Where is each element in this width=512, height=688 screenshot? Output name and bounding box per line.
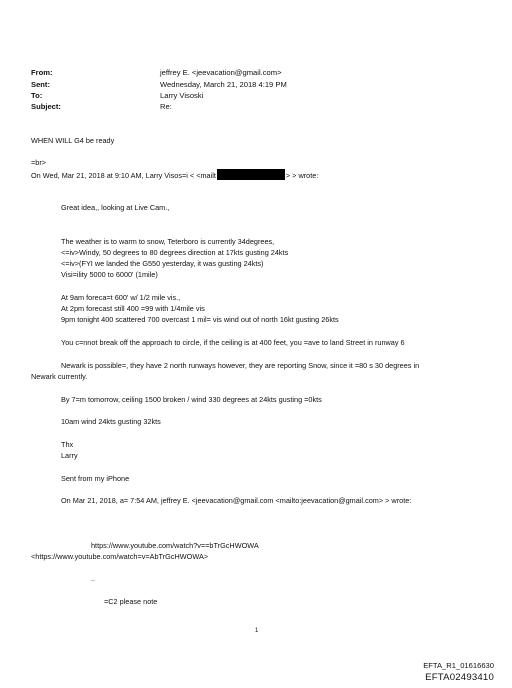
redaction-bar — [217, 169, 285, 180]
tomorrow-line: By 7=m tomorrow, ceiling 1500 broken / wind 330 degrees at 24kts gusting =0kts — [61, 395, 322, 404]
subject-label: Subject: — [31, 102, 61, 111]
to-label: To: — [31, 91, 43, 100]
forecast-line-1: At 9am foreca=t 600' w/ 1/2 mile vis., — [61, 293, 181, 302]
newark-line-1: Newark is possible=, they have 2 north runways however, they are reporting Snow, since it =80 s 30 degrees in — [61, 361, 420, 370]
url-line-2: <https://www.youtube.com/watch=v=AbTrGcHWOWA> — [31, 552, 209, 561]
weather-line-1: The weather is to warm to snow, Teterboro is currently 34degrees, — [61, 237, 275, 246]
wrote-line — [31, 169, 318, 181]
weather-line-4: Visi=ility 5000 to 6000' (1mile) — [61, 270, 158, 279]
sent-from-line: Sent from my iPhone — [61, 474, 130, 483]
newark-line-2: Newark currently. — [31, 372, 88, 381]
header-from-row — [31, 67, 491, 79]
bates-stamp-2: EFTA02493410 — [425, 672, 494, 683]
subject-value: Re: — [160, 102, 172, 111]
weather-line-3: <=iv>(FYI we landed the G550 yesterday, it was gusting 24kts) — [61, 259, 264, 268]
bates-stamp-1: EFTA_R1_01616630 — [423, 661, 494, 670]
c2-note-line: =C2 please note — [104, 597, 158, 606]
approach-line: You c=nnot break off the approach to circle, if the ceiling is at 400 feet, you =ave to land Street in runway 6 — [61, 338, 405, 347]
larry-line: Larry — [61, 451, 78, 460]
page-number: 1 — [255, 628, 259, 634]
url-line-1: https://www.youtube.com/watch?v==bTrGcHWOWA — [91, 541, 259, 550]
great-idea-line: Great idea,, looking at Live Cam., — [61, 203, 170, 212]
wind-10am-line: 10am wind 24kts gusting 32kts — [61, 417, 161, 426]
from-label: From: — [31, 68, 53, 77]
quote-header-line: On Mar 21, 2018, a= 7:54 AM, jeffrey E. <jeevacation@gmail.com <mailto:jeevacation@gmail.com> > wrote: — [61, 496, 412, 505]
to-value: Larry Visoski — [160, 91, 204, 100]
forecast-line-2: At 2pm forecast still 400 =99 with 1/4mile vis — [61, 304, 205, 313]
wrote-prefix: On Wed, Mar 21, 2018 at 9:10 AM, Larry Visos=i < <mailt — [31, 171, 216, 180]
forecast-line-3: 9pm tonight 400 scattered 700 overcast 1 mil= vis wind out of north 16kt gusting 26kts — [61, 315, 339, 324]
sent-value: Wednesday, March 21, 2018 4:19 PM — [160, 80, 287, 89]
sent-label: Sent: — [31, 80, 50, 89]
weather-line-2: <=iv>Windy, 50 degrees to 80 degrees direction at 17kts gusting 24kts — [61, 248, 289, 257]
from-value: jeffrey E. <jeevacation@gmail.com> — [160, 68, 282, 77]
ellipsis-line: .. — [91, 574, 96, 583]
thx-line: Thx — [61, 440, 74, 449]
line-when: WHEN WILL G4 be ready — [31, 136, 115, 145]
line-br: =br> — [31, 158, 47, 167]
header-subject-row — [31, 101, 491, 113]
wrote-suffix: > > wrote: — [285, 171, 319, 180]
